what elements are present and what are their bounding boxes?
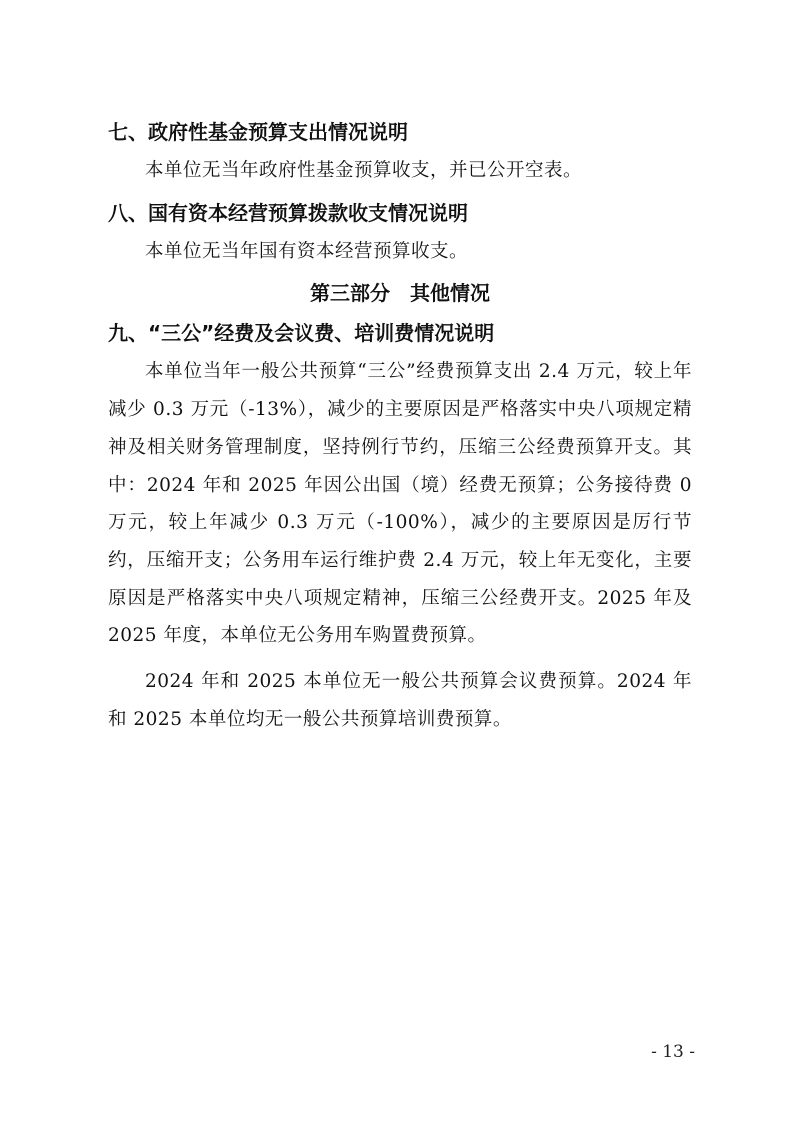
section-8-heading: 八、国有资本经营预算拨款收支情况说明: [108, 200, 468, 225]
document-page: [108, 112, 692, 738]
section-9-paragraph-1: 本单位当年一般公共预算“三公”经费预算支出 2.4 万元，较上年减少 0.3 万元（-13%），减少的主要原因是严格落实中央八项规定精神及相关财务管理制度，坚持例行节约，压缩三公经费预算开支。其中：2024 年和 2025 年因公出国（境）经费无预算；公务接待费 0 万元，较上年减少 0.3 万元（-100%），减少的主要原因是厉行节约，压缩开支；公务用车运行维护费 2.4 万元，较上年无变化，主要原因是严格落实中央八项规定精神，压缩三公经费开支。2025 年及 2025 年度，本单位无公务用车购置费预算。: [108, 361, 692, 647]
section-7-heading: 七、政府性基金预算支出情况说明: [108, 120, 408, 144]
section-9-heading: 九、“三公”经费及会议费、培训费情况说明: [108, 321, 495, 346]
section-7-body: 本单位无当年政府性基金预算收支，并已公开空表。: [145, 160, 583, 181]
part-3-title: 第三部分 其他情况: [310, 281, 490, 306]
section-8-body: 本单位无当年国有资本经营预算收支。: [145, 240, 469, 262]
page-number: - 13 -: [651, 1042, 695, 1062]
section-9-paragraph-2: 2024 年和 2025 本单位无一般公共预算会议费预算。2024 年和 2025 本单位均无一般公共预算培训费预算。: [108, 671, 692, 730]
